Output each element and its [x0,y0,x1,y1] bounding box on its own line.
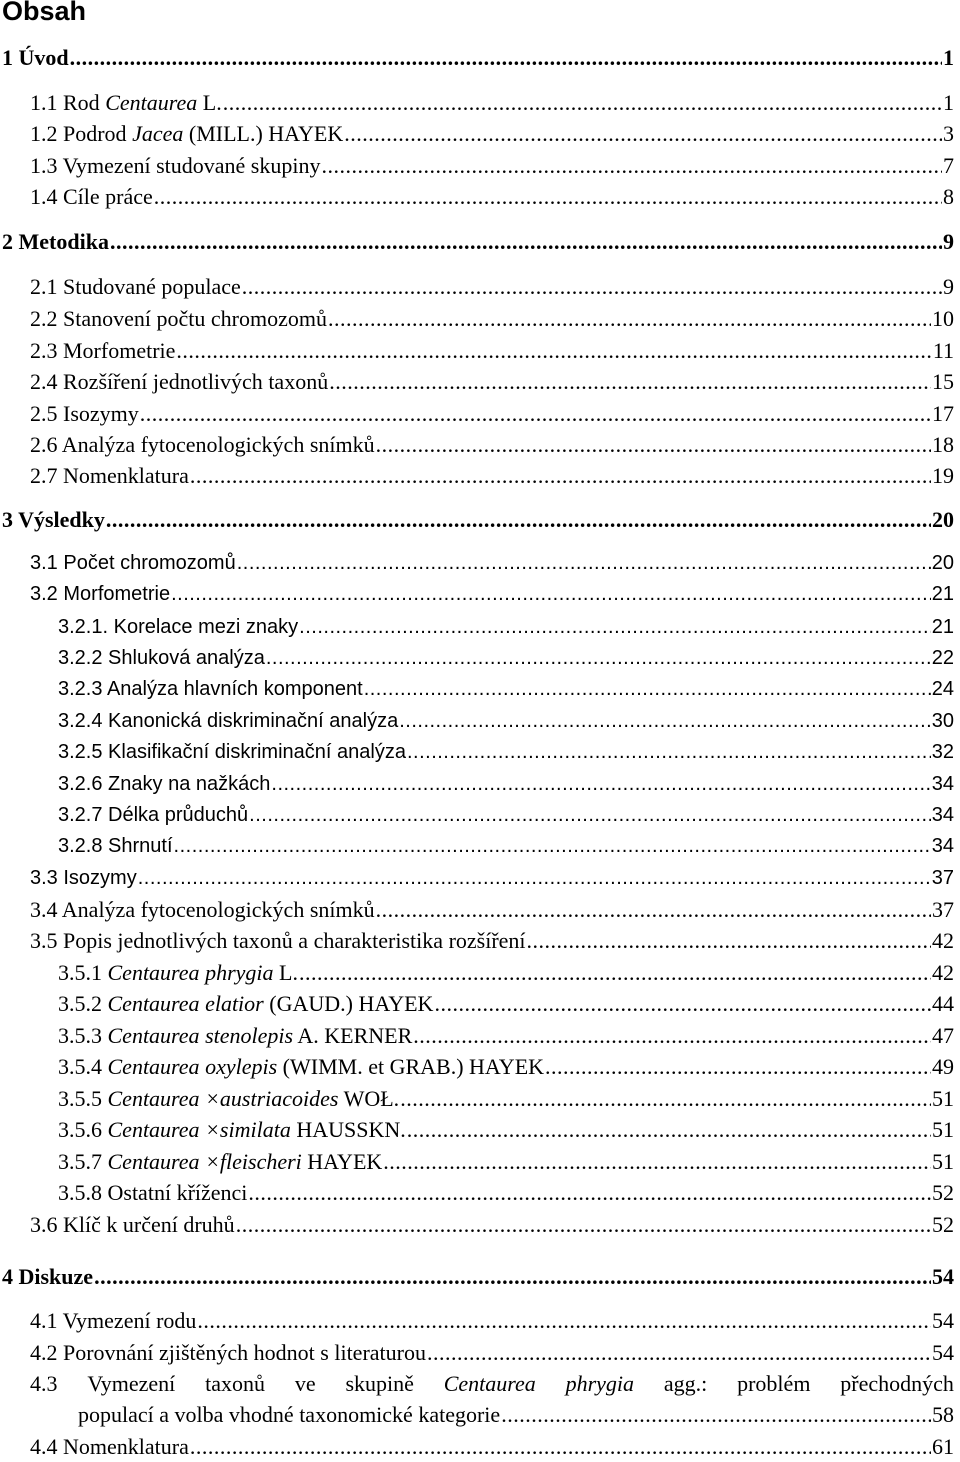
toc-page-number: 24 [931,678,954,700]
toc-entry[interactable] [58,643,954,673]
toc-entry-title: 2.6 Analýza fytocenologických snímků [30,432,375,457]
toc-entry[interactable] [30,88,954,118]
dot-leader [249,800,931,830]
toc-page-number: 61 [932,1434,954,1459]
toc-page-number: 42 [932,928,954,953]
dot-leader [266,643,931,673]
dot-leader [174,831,931,861]
toc-page-number: 1 [943,90,954,115]
dot-leader [140,399,931,429]
toc-entry-title: 3.2.5 Klasifikační diskriminační analýza [58,741,406,763]
toc-entry[interactable] [30,182,954,212]
toc-entry-title: 3.2.6 Znaky na nažkách [58,773,271,795]
toc-entry[interactable] [58,1052,954,1082]
toc-entry[interactable] [58,800,954,830]
toc-page-number: 34 [931,835,954,857]
toc-entry-title: 3.2.7 Délka průduchů [58,804,249,826]
toc-entry-title: 3.2 Morfometrie [30,583,171,605]
dot-leader [106,505,931,535]
toc-page-number: 37 [931,867,954,889]
toc-entry-title: 3.3 Isozymy [30,867,137,889]
dot-leader [328,304,931,334]
toc-entry[interactable] [30,895,954,925]
toc-title: Obsah [2,0,87,26]
toc-entry-title: 3.2.2 Shluková analýza [58,647,265,669]
toc-page-number: 42 [932,960,954,985]
toc-entry[interactable] [58,769,954,799]
toc-page-number: 3 [943,121,954,146]
toc-page-number: 20 [932,507,954,532]
dot-leader [399,706,931,736]
dot-leader [197,1306,931,1336]
dot-leader [407,737,931,767]
toc-entry-title: 4.2 Porovnání zjištěných hodnot s literaturou [30,1340,426,1365]
toc-entry[interactable] [30,336,954,366]
dot-leader [190,461,931,491]
dot-leader [242,272,942,302]
toc-entry-title: 4.4 Nomenklatura [30,1434,189,1459]
toc-entry-title: 4.1 Vymezení rodu [30,1308,197,1333]
dot-leader [344,119,942,149]
toc-entry[interactable] [2,227,954,257]
toc-entry[interactable] [58,1021,954,1051]
toc-entry-title: 3.5.5 Centaurea ×austriacoides WOŁ. [58,1086,400,1111]
dot-leader [427,1338,931,1368]
toc-page-number: 20 [931,552,954,574]
toc-entry-title: 1.1 Rod Centaurea L. [30,90,222,115]
toc-entry[interactable] [58,958,954,988]
toc-page-number: 10 [932,306,954,331]
toc-entry-title: 3.6 Klíč k určení druhů [30,1212,235,1237]
toc-page-number: 21 [931,616,954,638]
dot-leader [364,674,931,704]
toc-entry[interactable] [30,863,954,893]
toc-entry-title: 3.2.4 Kanonická diskriminační analýza [58,710,399,732]
toc-entry[interactable] [30,304,954,334]
toc-page-number: 34 [931,804,954,826]
dot-leader [154,182,942,212]
dot-leader [176,336,931,366]
toc-entry[interactable] [30,1306,954,1336]
toc-entry[interactable] [58,989,954,1019]
toc-entry[interactable] [58,1084,954,1114]
toc-page-number: 30 [931,710,954,732]
toc-entry-title: 1.3 Vymezení studované skupiny [30,153,321,178]
toc-entry-title: 2.2 Stanovení počtu chromozomů [30,306,327,331]
toc-entry-title: populací a volba vhodné taxonomické kategorie [78,1402,501,1427]
toc-entry[interactable] [2,43,954,73]
toc-page-number: 19 [932,463,954,488]
toc-page-number: 8 [943,184,954,209]
dot-leader [434,989,931,1019]
toc-entry[interactable] [30,399,954,429]
toc-entry[interactable] [30,1338,954,1368]
toc-entry[interactable] [58,737,954,767]
dot-leader [413,1021,931,1051]
toc-page-number: 34 [931,773,954,795]
dot-leader [299,612,931,642]
toc-entry-title: 4 Diskuze [2,1264,94,1289]
dot-leader [171,579,931,609]
dot-leader [400,1084,931,1114]
toc-page-number: 21 [931,583,954,605]
toc-page-number: 18 [932,432,954,457]
toc-entry[interactable] [58,706,954,736]
dot-leader [299,958,931,988]
toc-page-number: 51 [932,1117,954,1142]
toc-entry-title: 3.4 Analýza fytocenologických snímků [30,897,375,922]
toc-entry-title: 3.5 Popis jednotlivých taxonů a charakteristika rozšíření [30,928,526,953]
toc-entry-title: 2 Metodika [2,229,109,254]
toc-entry[interactable] [2,1262,954,1292]
dot-leader [94,1262,931,1292]
dot-leader [329,367,931,397]
toc-page-number: 11 [932,338,954,363]
toc-page-number: 52 [932,1180,954,1205]
toc-entry[interactable] [30,367,954,397]
toc-entry-title: 1.4 Cíle práce [30,184,153,209]
dot-leader [236,1210,931,1240]
toc-page-number: 9 [943,229,954,254]
toc-page-number: 54 [932,1308,954,1333]
toc-entry[interactable] [78,1400,954,1430]
dot-leader [383,1147,931,1177]
toc-entry-title: 2.4 Rozšíření jednotlivých taxonů [30,369,329,394]
toc-entry-title: 3.5.3 Centaurea stenolepis A. KERNER [58,1023,413,1048]
toc-page-number: 15 [932,369,954,394]
toc-entry[interactable] [58,1178,954,1208]
dot-leader [376,895,931,925]
toc-entry-title: 3.5.6 Centaurea ×similata HAUSSKN. [58,1117,406,1142]
toc-entry-title: 1 Úvod [2,45,69,70]
toc-entry[interactable] [58,1147,954,1177]
toc-entry-title: 3.5.2 Centaurea elatior (GAUD.) HAYEK [58,991,434,1016]
toc-entry[interactable] [30,430,954,460]
toc-entry[interactable] [2,505,954,535]
toc-entry-title: 3.5.7 Centaurea ×fleischeri HAYEK [58,1149,383,1174]
toc-entry[interactable] [30,119,954,149]
dot-leader [70,43,942,73]
toc-page-number: 1 [943,45,954,70]
toc-page-number: 58 [932,1402,954,1427]
toc-entry-title: 3.5.1 Centaurea phrygia L. [58,960,298,985]
dot-leader [527,926,931,956]
toc-entry[interactable] [30,272,954,302]
dot-leader [321,151,942,181]
toc-page-number: 44 [932,991,954,1016]
toc-entry[interactable] [58,1115,954,1145]
toc-entry[interactable] [30,1210,954,1240]
toc-entry[interactable]: 4.3 Vymezení taxonů ve skupině Centaurea phrygia agg.: problém přechodných [30,1371,954,1396]
dot-leader [237,548,931,578]
toc-entry-title: 3.2.8 Shrnutí [58,835,173,857]
dot-leader [248,1178,931,1208]
toc-page-number: 51 [932,1149,954,1174]
dot-leader [407,1115,931,1145]
toc-page-number: 52 [932,1212,954,1237]
toc-entry[interactable] [30,579,954,609]
toc-page-number: 9 [943,274,954,299]
toc-page-number: 7 [943,153,954,178]
toc-entry-title: 2.7 Nomenklatura [30,463,189,488]
toc-entry[interactable] [58,674,954,704]
toc-page-number: 32 [931,741,954,763]
dot-leader [271,769,930,799]
toc-entry[interactable] [30,548,954,578]
toc-page-number: 51 [932,1086,954,1111]
toc-page-number: 47 [932,1023,954,1048]
toc-page-number: 54 [932,1264,954,1289]
toc-entry-title: 3.5.8 Ostatní kříženci [58,1180,248,1205]
toc-page-number: 17 [932,401,954,426]
toc-entry-title: 3.2.1. Korelace mezi znaky [58,616,299,638]
dot-leader [376,430,931,460]
toc-entry-title: 2.3 Morfometrie [30,338,176,363]
dot-leader [138,863,931,893]
toc-entry[interactable] [30,461,954,491]
toc-entry-title: 3.5.4 Centaurea oxylepis (WIMM. et GRAB.) HAYEK [58,1054,545,1079]
toc-page-number: 22 [931,647,954,669]
toc-entry-title: 3.2.3 Analýza hlavních komponent [58,678,363,700]
toc-entry[interactable] [58,612,954,642]
dot-leader [545,1052,931,1082]
dot-leader [110,227,942,257]
toc-page-number: 37 [932,897,954,922]
toc-entry-title: 1.2 Podrod Jacea (MILL.) HAYEK [30,121,344,146]
toc-entry[interactable] [30,151,954,181]
toc-entry-title: 3 Výsledky [2,507,105,532]
toc-entry[interactable] [30,926,954,956]
toc-entry-title: 3.1 Počet chromozomů [30,552,236,574]
dot-leader [223,88,942,118]
toc-page-number: 49 [932,1054,954,1079]
toc-entry-title: 2.1 Studované populace [30,274,241,299]
toc-entry-title: 2.5 Isozymy [30,401,139,426]
toc-entry[interactable] [58,831,954,861]
dot-leader [501,1400,931,1430]
toc-page-number: 54 [932,1340,954,1365]
